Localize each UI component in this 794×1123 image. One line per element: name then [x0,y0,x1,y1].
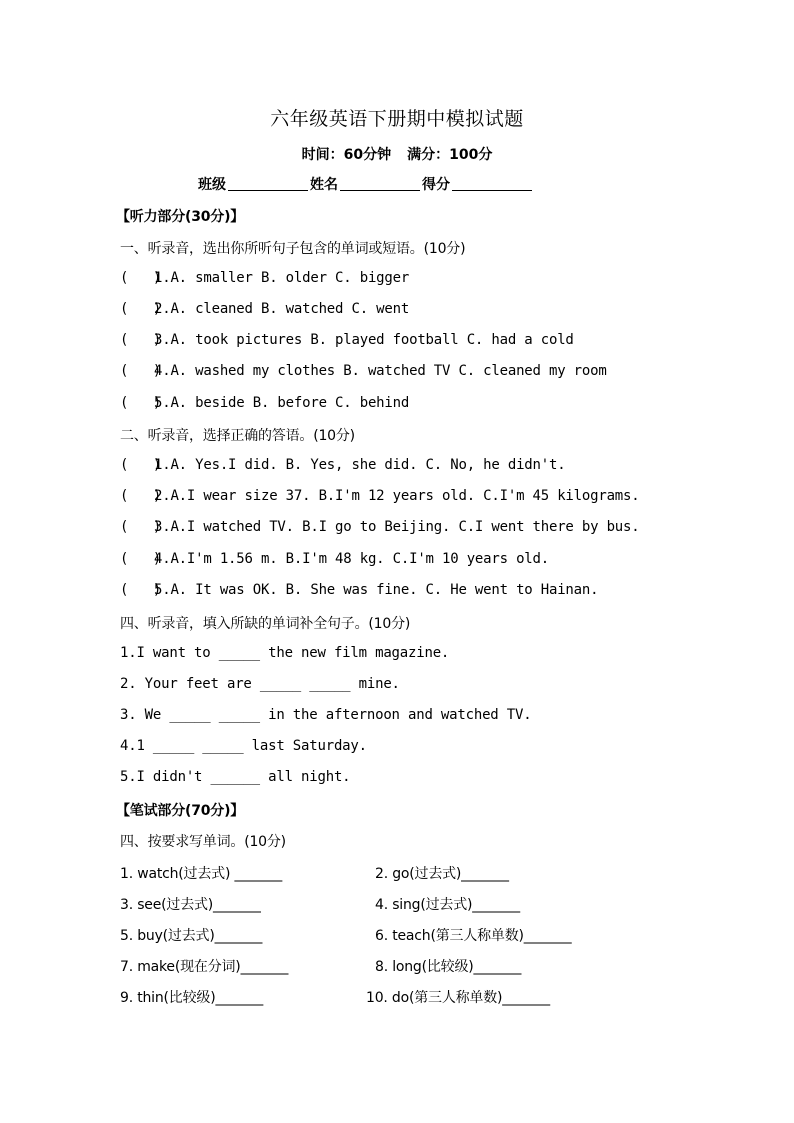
list-item: 5. buy(过去式)_______ 6. teach(第三人称单数)_______ [120,928,572,944]
list-item: ( )4.A.I'm 1.56 m. B.I'm 48 kg. C.I'm 10 years old. [120,551,549,567]
list-item: ( )2.A.I wear size 37. B.I'm 12 years old. C.I'm 45 kilograms. [120,488,640,504]
full-score: 满分：100分 [407,147,493,163]
exam-title: 六年级英语下册期中模拟试题 [270,108,524,130]
listening-part3-heading: 四、听录音，填入所缺的单词补全句子。(10分) [120,616,411,632]
list-item: 2. Your feet are _____ _____ mine. [120,676,400,692]
writing-part1-heading: 四、按要求写单词。(10分) [120,834,286,850]
list-item: 5.I didn't ______ all night. [120,769,351,785]
list-item: 7. make(现在分词)_______ 8. long(比较级)_______ [120,959,522,975]
student-info [198,174,534,194]
list-item: ( )5.A. It was OK. B. She was fine. C. He went to Hainan. [120,582,599,598]
list-item: ( )4.A. washed my clothes B. watched TV C. cleaned my room [120,363,607,379]
list-item: ( )2.A. cleaned B. watched C. went [120,301,410,317]
time-limit: 时间：60分钟 [301,147,392,163]
list-item: 9. thin(比较级)_______ 10. do(第三人称单数)_______ [120,990,550,1006]
class-label: 班级 [198,177,226,193]
writing-section-title: 【笔试部分(70分)】 [116,803,245,819]
listening-part1-heading: 一、听录音，选出你所听句子包含的单词或短语。(10分) [120,241,466,257]
list-item: ( )5.A. beside B. before C. behind [120,395,410,411]
listening-part2-heading: 二、听录音，选择正确的答语。(10分) [120,428,355,444]
list-item: 1.I want to _____ the new film magazine. [120,645,450,661]
name-label: 姓名 [310,177,338,193]
name-blank[interactable] [340,176,420,191]
listening-section-title: 【听力部分(30分)】 [116,209,245,225]
list-item: 3. see(过去式)_______ 4. sing(过去式)_______ [120,897,520,913]
list-item: 4.1 _____ _____ last Saturday. [120,738,367,754]
exam-meta [0,144,794,164]
list-item: ( )3.A. took pictures B. played football C. had a cold [120,332,574,348]
list-item: ( )1.A. Yes.I did. B. Yes, she did. C. No, he didn't. [120,457,566,473]
list-item: ( )1.A. smaller B. older C. bigger [120,270,410,286]
list-item: 3. We _____ _____ in the afternoon and watched TV. [120,707,532,723]
grade-blank[interactable] [452,176,532,191]
list-item: ( )3.A.I watched TV. B.I go to Beijing. C.I went there by bus. [120,519,640,535]
class-blank[interactable] [228,176,308,191]
list-item: 1. watch(过去式) _______ 2. go(过去式)_______ [120,866,509,882]
grade-label: 得分 [422,177,450,193]
